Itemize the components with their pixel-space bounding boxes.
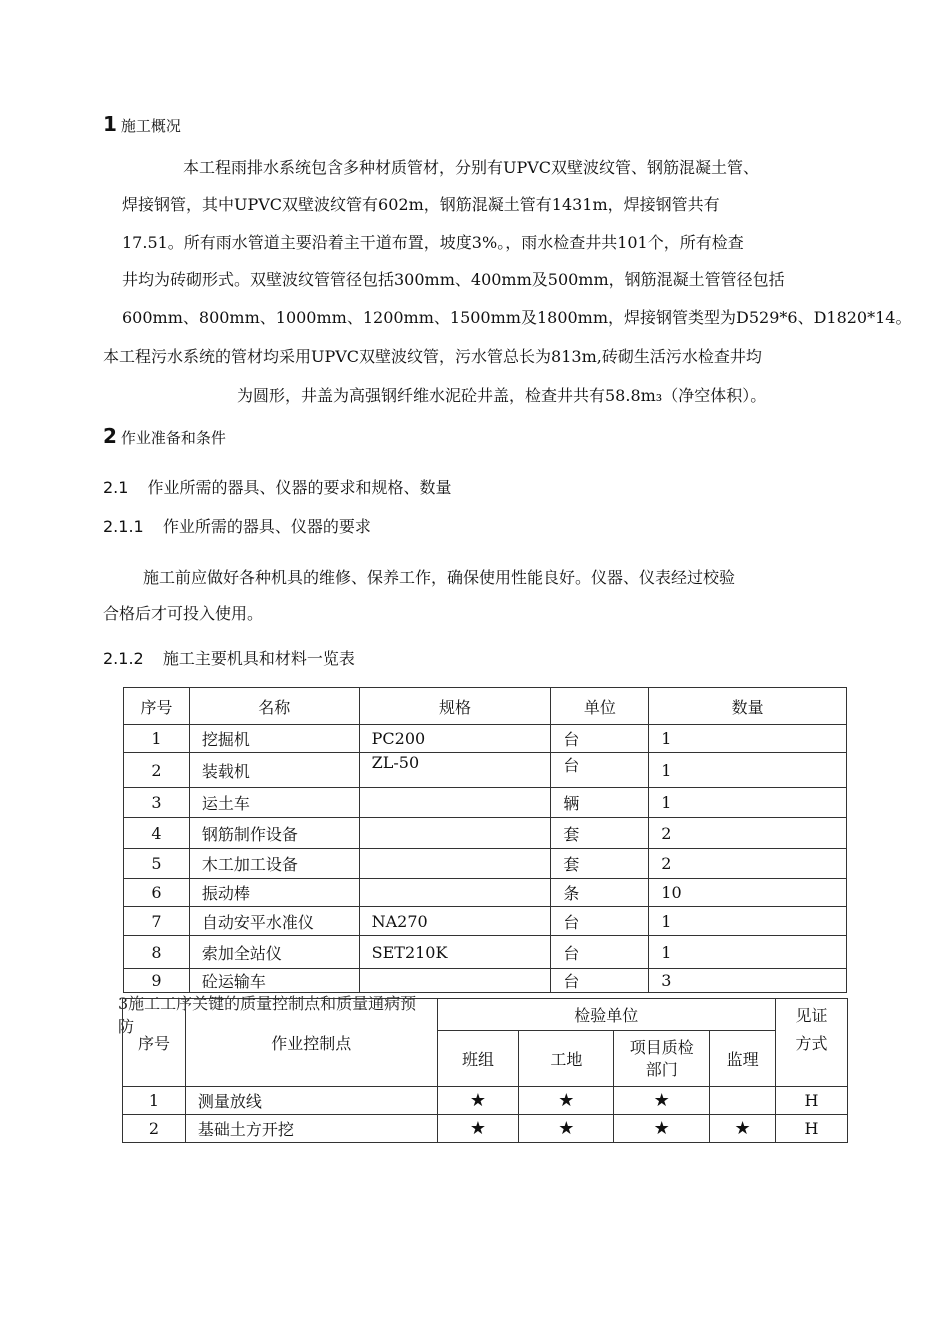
para2-line1: 本工程污水系统的管材均采用UPVC双壁波纹管，污水管总长为813m,砖砌生活污水检查井均 [103,347,762,366]
subsection-2-1-heading [103,475,452,498]
star-icon: ★ [519,1087,614,1115]
table-cell: H [776,1115,848,1143]
table-cell: 台 [551,969,649,993]
header-cell-point: 作业控制点 [185,999,437,1087]
table-cell: 套 [551,849,649,879]
table-cell: 4 [124,818,190,849]
star-icon: ★ [614,1087,710,1115]
table-row [124,725,847,753]
para1-line2: 焊接钢管，其中UPVC双壁波纹管有602m，钢筋混凝土管有1431m，焊接钢管共有 [122,195,720,214]
table-cell: 5 [124,849,190,879]
header-cell: 名称 [189,688,359,725]
star-icon: ★ [710,1115,776,1143]
section-2-heading [103,424,226,448]
table-row [124,969,847,993]
header-cell-witness-1: 见证 [776,999,848,1031]
star-icon: ★ [519,1115,614,1143]
table-cell: 索加全站仪 [189,936,359,969]
subsection-2-1-number: 2.1 [103,478,129,497]
table-cell: 台 [551,753,649,788]
table-cell: 挖掘机 [189,725,359,753]
table-row [123,1115,848,1143]
table-cell: 基础土方开挖 [185,1115,437,1143]
table-row [124,818,847,849]
subsection-2-1-1-number: 2.1.1 [103,517,144,536]
header-cell-qc-dept [614,1031,710,1087]
table-cell [359,969,551,993]
table-cell: 木工加工设备 [189,849,359,879]
para3-line2: 合格后才可投入使用。 [103,604,264,623]
equipment-table [123,687,847,993]
table-cell: 1 [123,1087,186,1115]
subsection-2-1-1-heading [103,514,371,537]
header-cell: 序号 [124,688,190,725]
table-cell [359,788,551,818]
section-1-title: 施工概况 [120,117,181,135]
table-row [124,936,847,969]
table-cell: 3 [124,788,190,818]
header-cell-group: 检验单位 [437,999,776,1031]
star-icon: ★ [437,1087,519,1115]
para2-line2: 为圆形，井盖为高强钢纤维水泥砼井盖，检查井共有58.8m₃（净空体积）。 [237,386,767,405]
table-cell: 2 [123,1115,186,1143]
header-cell: 单位 [551,688,649,725]
table-cell: SET210K [359,936,551,969]
table-cell: 1 [649,725,847,753]
header-cell: 数量 [649,688,847,725]
control-table-header-row-1 [123,999,848,1031]
section-2-title: 作业准备和条件 [120,429,226,447]
table-cell: 1 [649,788,847,818]
table-cell: 测量放线 [185,1087,437,1115]
header-cell-qc-line2: 部门 [645,1059,678,1079]
header-cell-witness-2: 方式 [776,1031,848,1087]
control-point-table [122,998,848,1143]
section-1-number: 1 [103,112,117,136]
table-cell: 9 [124,969,190,993]
table-cell: 台 [551,725,649,753]
header-cell-team: 班组 [437,1031,519,1087]
table-cell: 振动棒 [189,879,359,907]
table-cell: 6 [124,879,190,907]
header-cell-no: 序号 [123,999,186,1087]
header-cell-site: 工地 [519,1031,614,1087]
table-cell: 1 [649,907,847,936]
table-cell: 自动安平水准仪 [189,907,359,936]
table-cell: 2 [649,818,847,849]
table-cell: 1 [124,725,190,753]
table-cell: 运土车 [189,788,359,818]
table-cell: PC200 [359,725,551,753]
table-cell [359,849,551,879]
table-row [124,907,847,936]
header-cell: 规格 [359,688,551,725]
table-cell: 1 [649,936,847,969]
table-cell: 10 [649,879,847,907]
table-cell: 台 [551,936,649,969]
table-cell [359,879,551,907]
star-icon [710,1087,776,1115]
subsection-2-1-1-title: 作业所需的器具、仪器的要求 [162,517,371,536]
table-cell: ZL-50 [359,753,551,788]
para1-line4: 井均为砖砌形式。双壁波纹管管径包括300mm、400mm及500mm，钢筋混凝土管管径包括 [122,270,785,289]
para3-line1: 施工前应做好各种机具的维修、保养工作，确保使用性能良好。仪器、仪表经过校验 [143,568,736,587]
table-row [123,1087,848,1115]
para1-line5: 600mm、800mm、1000mm、1200mm、1500mm及1800mm，焊接钢管类型为D529*6、D1820*14。 [122,308,912,327]
star-icon: ★ [614,1115,710,1143]
table-cell [359,818,551,849]
subsection-2-1-2-title: 施工主要机具和材料一览表 [162,649,355,668]
header-cell-qc-line1: 项目质检 [629,1037,694,1057]
subsection-2-1-title: 作业所需的器具、仪器的要求和规格、数量 [147,478,452,497]
table-cell: 辆 [551,788,649,818]
table-cell: 7 [124,907,190,936]
table-cell: 1 [649,753,847,788]
section-1-heading [103,112,181,136]
table-cell: 钢筋制作设备 [189,818,359,849]
table-row [124,879,847,907]
table-cell: 砼运输车 [189,969,359,993]
para1-line1: 本工程雨排水系统包含多种材质管材，分别有UPVC双壁波纹管、钢筋混凝土管、 [183,158,760,177]
para1-line3: 17.51。所有雨水管道主要沿着主干道布置，坡度3%。，雨水检查井共101个，所有检查 [122,233,744,252]
table-cell: 装载机 [189,753,359,788]
header-cell-supervisor: 监理 [710,1031,776,1087]
star-icon: ★ [437,1115,519,1143]
subsection-2-1-2-number: 2.1.2 [103,649,144,668]
table-row [124,753,847,788]
table-cell: 3 [649,969,847,993]
section-2-number: 2 [103,424,117,448]
table-row [124,849,847,879]
table-cell: NA270 [359,907,551,936]
table-cell: 条 [551,879,649,907]
table-cell: 套 [551,818,649,849]
table-cell: 台 [551,907,649,936]
partial-hidden-heading-text: 3施工工序关键的质量控制点和质量通病预防 [118,994,417,1036]
table-cell: 2 [124,753,190,788]
table-cell: 8 [124,936,190,969]
subsection-2-1-2-heading [103,646,355,669]
table-cell: H [776,1087,848,1115]
equipment-table-header [124,688,847,725]
table-cell: 2 [649,849,847,879]
table-row [124,788,847,818]
